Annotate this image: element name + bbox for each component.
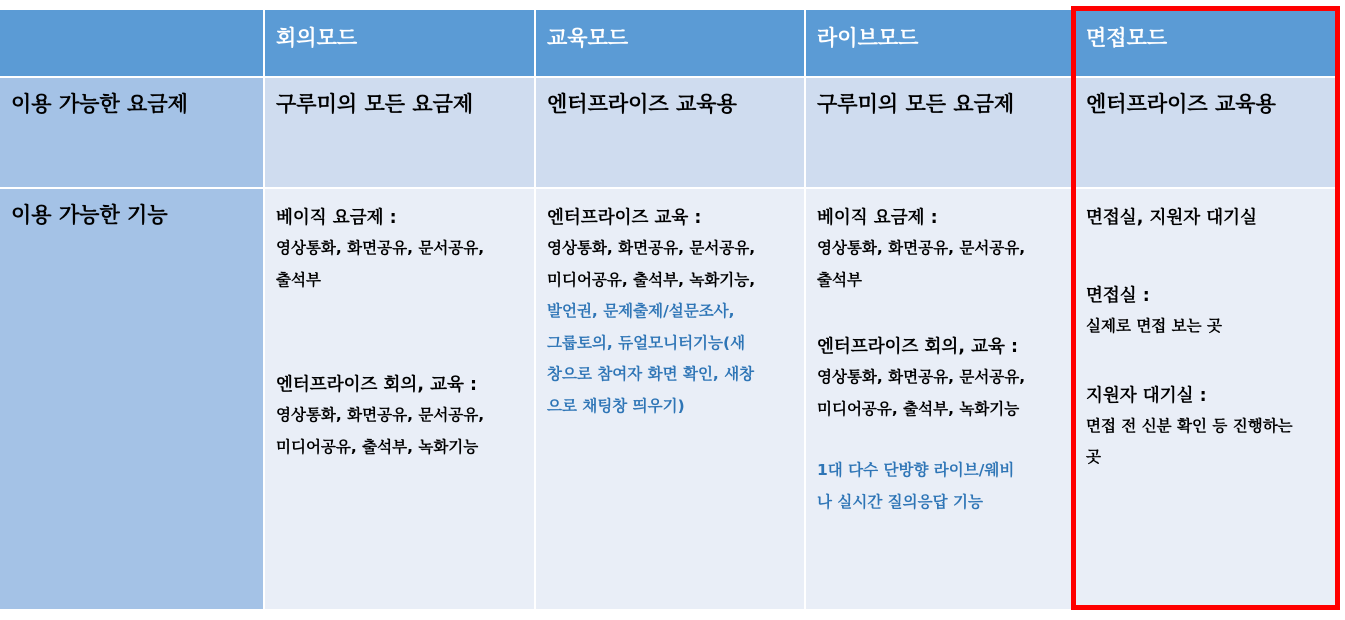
- live-basic-title: 베이직 요금제 :: [817, 208, 938, 228]
- education-ent-title: 엔터프라이즈 교육 :: [547, 208, 702, 228]
- interview-summary: 면접실, 지원자 대기실: [1086, 208, 1257, 228]
- features-education: [536, 189, 804, 609]
- interview-room-title: 면접실 :: [1086, 286, 1150, 306]
- education-blue2: 그룹토의, 듀얼모니터기능(새: [547, 333, 746, 352]
- education-blue3: 창으로 참여자 화면 확인, 새창: [547, 365, 755, 383]
- features-live: [806, 189, 1073, 609]
- row-label-features: 이용 가능한 기능: [0, 189, 263, 609]
- interview-wait-desc2: 곳: [1086, 448, 1101, 466]
- live-ent-title: 엔터프라이즈 회의, 교육 :: [817, 337, 1018, 357]
- meeting-ent-title: 엔터프라이즈 회의, 교육 :: [276, 375, 477, 395]
- education-blue4: 으로 채팅창 띄우기): [547, 396, 685, 415]
- plan-live: 구루미의 모든 요금제: [806, 78, 1073, 187]
- live-basic-line1: 영상통화, 화면공유, 문서공유,: [817, 239, 1026, 257]
- education-blue1: 발언권, 문제출제/설문조사,: [547, 302, 735, 320]
- education-line1: 영상통화, 화면공유, 문서공유,: [547, 239, 756, 257]
- meeting-ent-line2: 미디어공유, 출석부, 녹화기능: [276, 437, 479, 456]
- meeting-ent-line1: 영상통화, 화면공유, 문서공유,: [276, 406, 485, 424]
- live-blue2: 나 실시간 질의응답 기능: [817, 492, 983, 511]
- features-meeting: [265, 189, 534, 609]
- interview-wait-desc1: 면접 전 신분 확인 등 진행하는: [1086, 416, 1293, 435]
- row-label-plans: 이용 가능한 요금제: [0, 78, 263, 187]
- header-interview-mode: 면접모드: [1075, 10, 1339, 76]
- header-live-mode: 라이브모드: [806, 10, 1073, 76]
- features-interview: [1075, 189, 1339, 609]
- live-ent-line1: 영상통화, 화면공유, 문서공유,: [817, 368, 1026, 386]
- header-meeting-mode: 회의모드: [265, 10, 534, 76]
- meeting-basic-line2: 출석부: [276, 270, 321, 289]
- header-education-mode: 교육모드: [536, 10, 804, 76]
- interview-room-desc: 실제로 면접 보는 곳: [1086, 317, 1222, 335]
- meeting-basic-title: 베이직 요금제 :: [276, 208, 397, 228]
- meeting-basic-line1: 영상통화, 화면공유, 문서공유,: [276, 239, 485, 257]
- live-basic-line2: 출석부: [817, 270, 862, 289]
- plan-education: 엔터프라이즈 교육용: [536, 78, 804, 187]
- education-line2: 미디어공유, 출석부, 녹화기능,: [547, 270, 756, 289]
- live-ent-line2: 미디어공유, 출석부, 녹화기능: [817, 399, 1020, 418]
- plan-interview: 엔터프라이즈 교육용: [1075, 78, 1339, 187]
- header-corner: [0, 10, 263, 76]
- plan-meeting: 구루미의 모든 요금제: [265, 78, 534, 187]
- live-blue1: 1대 다수 단방향 라이브/웨비: [817, 461, 1015, 479]
- interview-wait-title: 지원자 대기실 :: [1086, 385, 1207, 406]
